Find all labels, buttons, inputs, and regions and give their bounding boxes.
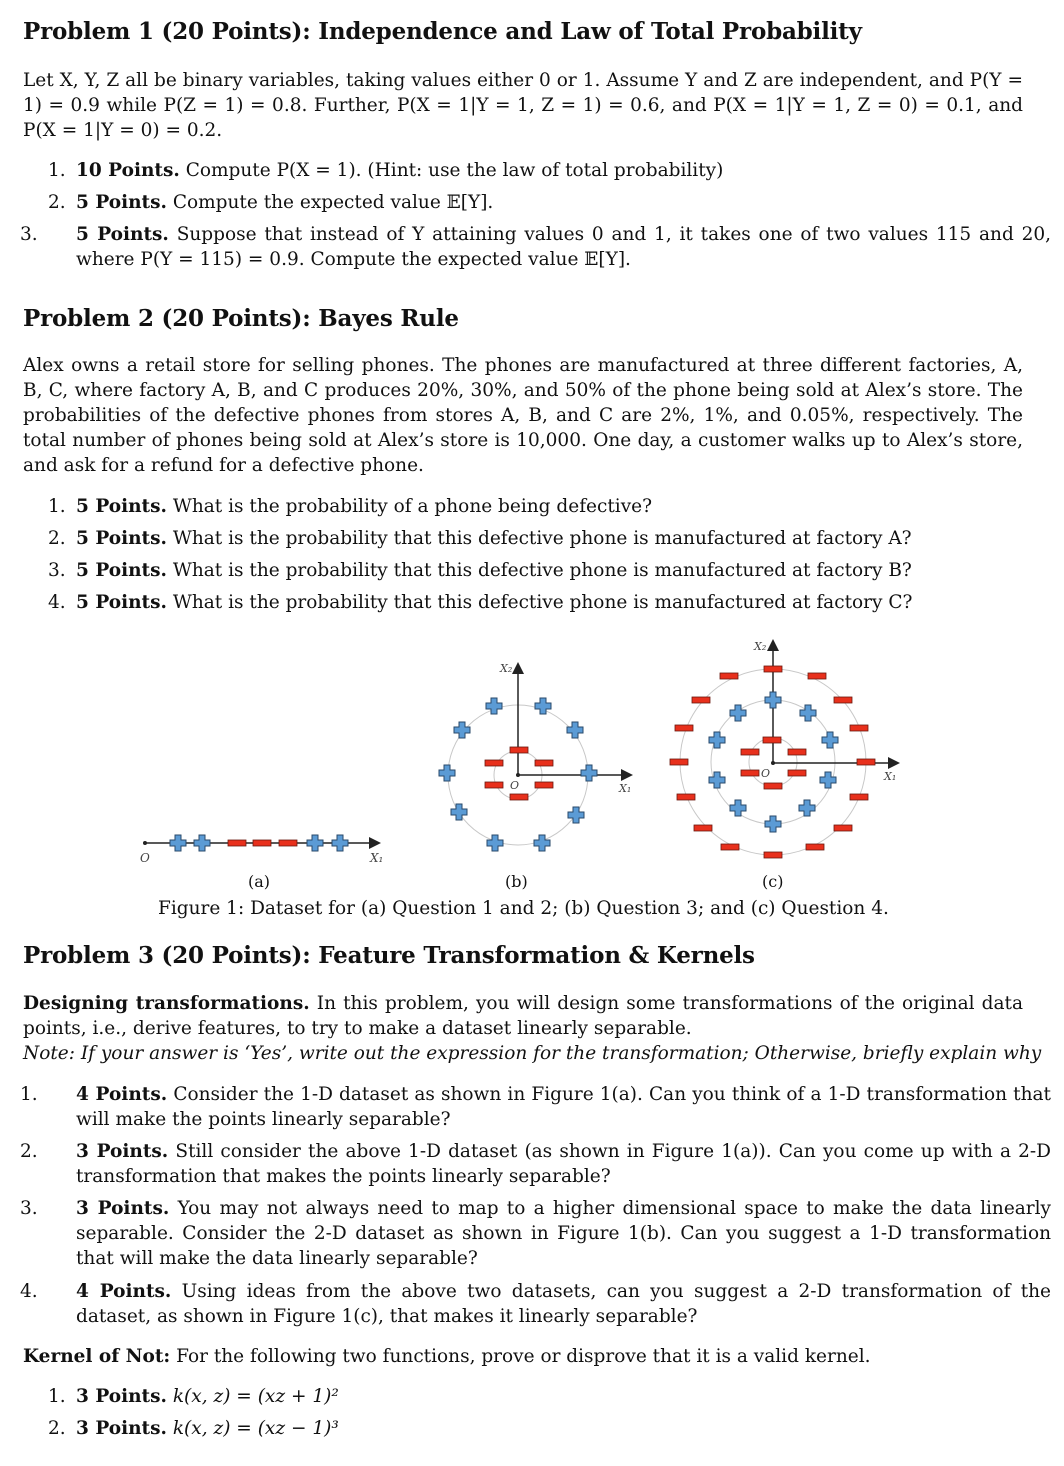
svg-text:O: O xyxy=(761,767,771,780)
subfigure-b-label: (b) xyxy=(505,872,528,891)
figure-1-graphic xyxy=(0,630,1064,930)
problem3-item-1: 1. 4 Points. Consider the 1-D dataset as shown in Figure 1(a). Can you think of a 1-D transformation that will make the points linearly separable? xyxy=(20,1084,1051,1130)
problem2-item-2: 2. 5 Points. What is the probability that this defective phone is manufactured at factory A? xyxy=(48,528,912,549)
subfigure-b xyxy=(439,662,631,851)
svg-text:X₂: X₂ xyxy=(500,662,513,675)
kernel-item-1: 1. 3 Points. k(x, z) = (xz + 1)² xyxy=(48,1386,339,1407)
svg-text:X₁: X₁ xyxy=(619,782,632,795)
problem2-item-4: 4. 5 Points. What is the probability that this defective phone is manufactured at factory C? xyxy=(48,592,913,613)
subfigure-c xyxy=(670,640,897,858)
problem3-item-4: 4. 4 Points. Using ideas from the above two datasets, can you suggest a 2-D transformation of the dataset, as shown in Figure 1(c), that makes it linearly separable? xyxy=(20,1281,1051,1327)
kernel-heading: Kernel of Not: xyxy=(23,1346,171,1367)
problem1-item-3: 3. 5 Points. Suppose that instead of Y attaining values 0 and 1, it takes one of two values 115 and 20, where P(Y = 115) = 0.9. Compute the expected value 𝔼[Y]. xyxy=(20,224,1052,270)
problem1-item-2: 2. 5 Points. Compute the expected value 𝔼[Y]. xyxy=(48,192,494,213)
problem3-item-3: 3. 3 Points. You may not always need to map to a higher dimensional space to make the data linearly separable. Consider the 2-D dataset as shown in Figure 1(b). Can you suggest a 1-D transformation that will make the data linearly separable? xyxy=(20,1198,1052,1269)
svg-text:O: O xyxy=(510,779,520,792)
kernel-item-2: 2. 3 Points. k(x, z) = (xz − 1)³ xyxy=(48,1418,339,1439)
problem3-note: Note: If your answer is ‘Yes’, write out the expression for the transformation; Otherwise, briefly explain why xyxy=(23,1043,1042,1064)
kernel-intro: Kernel of Not: For the following two functions, prove or disprove that it is a valid kernel. xyxy=(23,1346,871,1367)
svg-text:X₁: X₁ xyxy=(370,851,384,865)
design-heading: Designing transformations. xyxy=(23,993,310,1014)
problem3-design: Designing transformations. In this problem, you will design some transformations of the original data points, i.e., derive features, to try to make a dataset linearly separable. xyxy=(23,993,1024,1039)
svg-text:O: O xyxy=(140,851,150,865)
svg-text:X₂: X₂ xyxy=(754,640,767,653)
svg-text:X₁: X₁ xyxy=(884,770,897,783)
figure-1 xyxy=(0,630,1064,930)
problem2-item-3: 3. 5 Points. What is the probability that this defective phone is manufactured at factory B? xyxy=(48,560,912,581)
problem1-item-1: 1. 10 Points. Compute P(X = 1). (Hint: use the law of total probability) xyxy=(48,160,724,181)
problem2-title: Problem 2 (20 Points): Bayes Rule xyxy=(23,305,459,332)
problem3-title: Problem 3 (20 Points): Feature Transformation & Kernels xyxy=(23,942,755,969)
subfigure-a-label: (a) xyxy=(248,872,271,891)
figure-caption: Figure 1: Dataset for (a) Question 1 and 2; (b) Question 3; and (c) Question 4. xyxy=(158,898,889,919)
problem1-title: Problem 1 (20 Points): Independence and Law of Total Probability xyxy=(23,18,862,45)
subfigure-c-label: (c) xyxy=(762,872,784,891)
problem2-intro: Alex owns a retail store for selling phones. The phones are manufactured at three different factories, A, B, C, where factory A, B, and C produces 20%, 30%, and 50% of the phone being sold at Alex’s store. The probabilities of the defective phones from stores A, B, and C are 2%, 1%, and 0.05%, respectively. The total number of phones being sold at Alex’s store is 10,000. One day, a customer walks up to Alex’s store, and ask for a refund for a defective phone. xyxy=(23,355,1023,476)
problem3-item-2: 2. 3 Points. Still consider the above 1-D dataset (as shown in Figure 1(a)). Can you come up with a 2-D transformation that makes the points linearly separable? xyxy=(20,1141,1052,1187)
subfigure-a xyxy=(140,835,383,865)
problem2-item-1: 1. 5 Points. What is the probability of a phone being defective? xyxy=(48,496,653,517)
problem1-intro: Let X, Y, Z all be binary variables, taking values either 0 or 1. Assume Y and Z are independent, and P(Y = 1) = 0.9 while P(Z = 1) = 0.8. Further, P(X = 1|Y = 1, Z = 1) = 0.6, and P(X = 1|Y = 1, Z = 0) = 0.1, and P(X = 1|Y = 0) = 0.2. xyxy=(23,70,1023,141)
